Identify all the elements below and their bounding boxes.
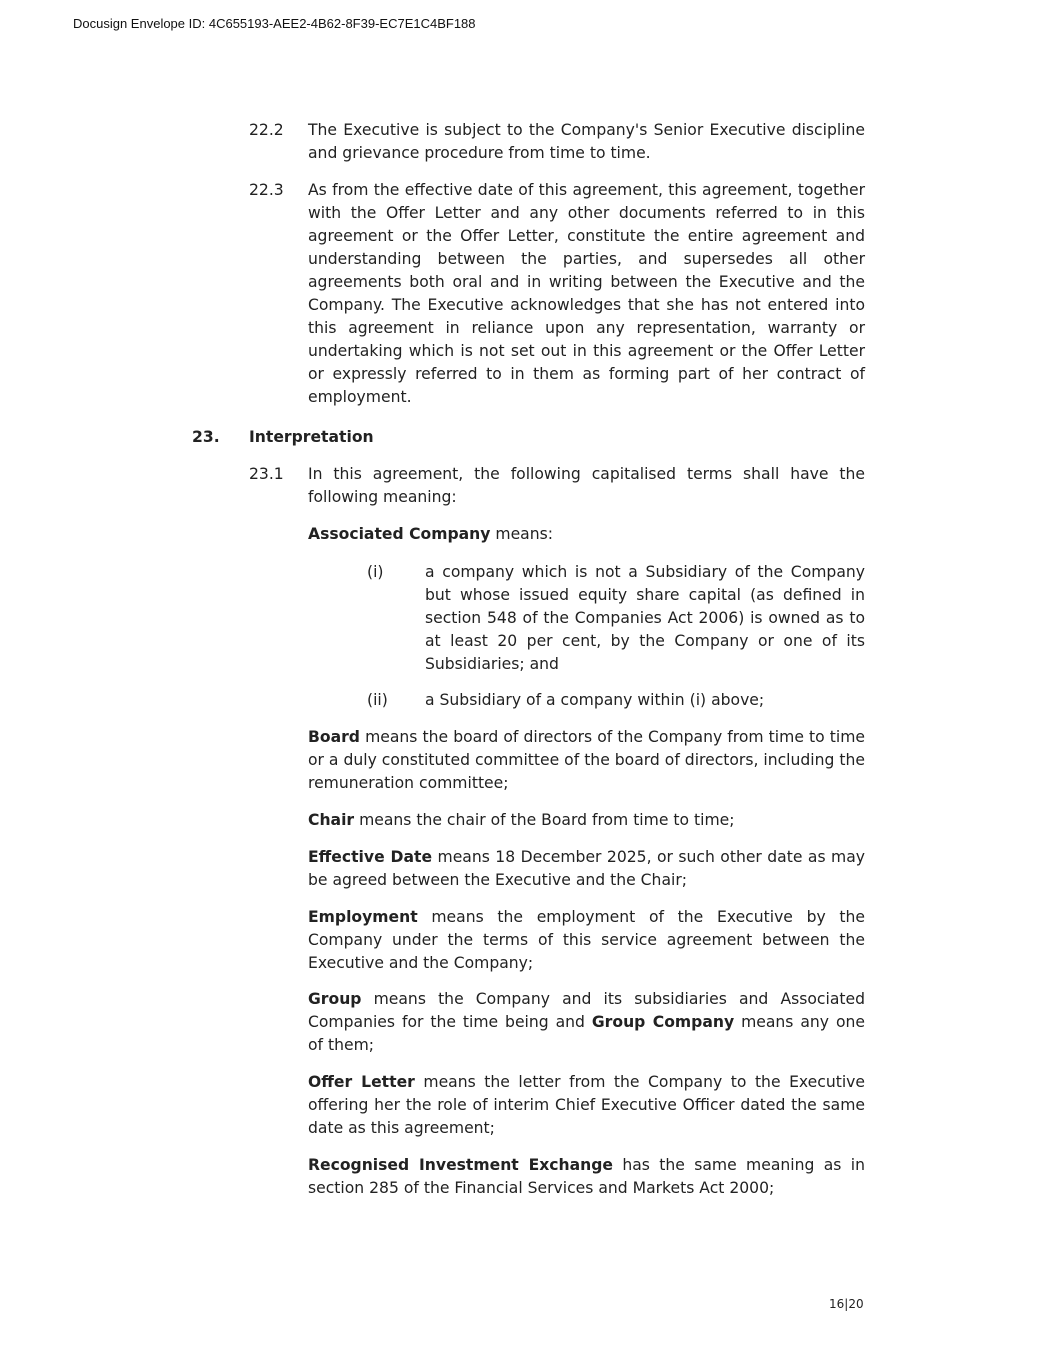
definition-text: means the chair of the Board from time to time; bbox=[354, 811, 735, 829]
section-number: 23. bbox=[192, 428, 220, 446]
defined-term: Offer Letter bbox=[308, 1073, 415, 1091]
page-number: 16|20 bbox=[829, 1297, 864, 1311]
list-item-text: a Subsidiary of a company within (i) above; bbox=[425, 691, 765, 709]
defined-term: Associated Company bbox=[308, 525, 491, 543]
definition-chair bbox=[308, 809, 865, 832]
clause-number: 22.2 bbox=[249, 121, 284, 139]
definition-recognised-investment-exchange bbox=[308, 1154, 865, 1200]
definition-text: means the letter from the Company to the Executive offering her the role of interim Chief Executive Officer dated the same date as this agreement; bbox=[308, 1073, 865, 1137]
defined-term: Chair bbox=[308, 811, 355, 829]
definition-employment bbox=[308, 906, 865, 975]
clause-number: 23.1 bbox=[249, 465, 284, 483]
definition-effective-date bbox=[308, 846, 865, 892]
definition-text: means the board of directors of the Company from time to time or a duly constituted committee of the board of directors, including the remuneration committee; bbox=[308, 728, 865, 792]
defined-term: Group bbox=[308, 990, 362, 1008]
definition-text: means 18 December 2025, or such other date as may be agreed between the Executive and the Chair; bbox=[308, 848, 865, 889]
definition-board bbox=[308, 726, 865, 795]
definition-text: has the same meaning as in section 285 of the Financial Services and Markets Act 2000; bbox=[308, 1156, 865, 1197]
clause-22-2-text: The Executive is subject to the Company's Senior Executive discipline and grievance procedure from time to time. bbox=[308, 121, 865, 162]
definition-associated-company bbox=[308, 523, 865, 546]
list-label: (i) bbox=[367, 563, 384, 581]
section-title: Interpretation bbox=[249, 428, 374, 446]
clause-number: 22.3 bbox=[249, 181, 284, 199]
envelope-id: Docusign Envelope ID: 4C655193-AEE2-4B62-8F39-EC7E1C4BF188 bbox=[73, 16, 476, 31]
definition-group bbox=[308, 988, 865, 1057]
defined-term: Board bbox=[308, 728, 360, 746]
definition-text: means any one of them; bbox=[308, 1013, 865, 1054]
list-item-text: a company which is not a Subsidiary of the Company but whose issued equity share capital (as defined in section 548 of the Companies Act 2006) is owned as to at least 20 per cent, by the Company or one of its Subsidiaries; and bbox=[425, 563, 865, 673]
clause-22-3-text: As from the effective date of this agreement, this agreement, together with the Offer Letter and any other documents referred to in this agreement or the Offer Letter, constitute the entire agreement and understanding between the parties, and supersedes all other agreements both oral and in writing between the Executive and the Company. The Executive acknowledges that she has not entered into this agreement in reliance upon any representation, warranty or undertaking which is not set out in this agreement or the Offer Letter or expressly referred to in them as forming part of her contract of employment. bbox=[308, 181, 865, 406]
definition-text: means the Company and its subsidiaries and Associated Companies for the time being and bbox=[308, 990, 865, 1031]
definition-offer-letter bbox=[308, 1071, 865, 1140]
defined-term: Effective Date bbox=[308, 848, 433, 866]
defined-term: Recognised Investment Exchange bbox=[308, 1156, 614, 1174]
defined-term: Group Company bbox=[591, 1013, 735, 1031]
defined-term: Employment bbox=[308, 908, 418, 926]
definition-text: means the employment of the Executive by the Company under the terms of this service agreement between the Executive and the Company; bbox=[308, 908, 865, 972]
list-label: (ii) bbox=[367, 691, 388, 709]
clause-23-1-text: In this agreement, the following capitalised terms shall have the following meaning: bbox=[308, 465, 865, 506]
definition-text: means: bbox=[490, 525, 553, 543]
